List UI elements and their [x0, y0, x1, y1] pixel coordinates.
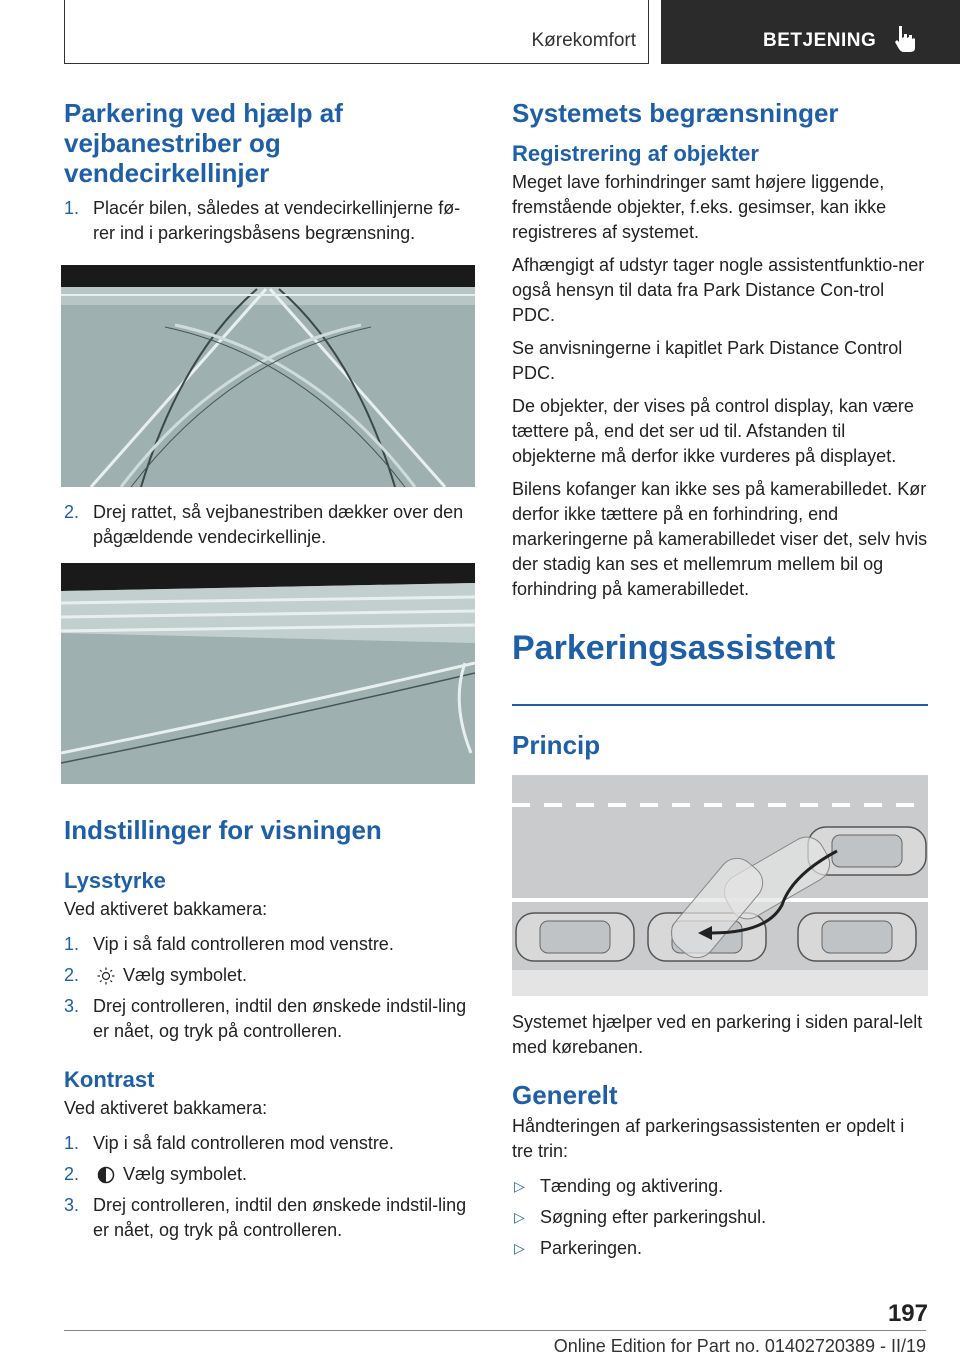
step-text: Drej rattet, så vejbanestriben dækker over den pågældende vendecirkellinje.	[93, 502, 464, 547]
camera-view-graphic	[61, 265, 475, 487]
limits-paragraph: De objekter, der vises på control display, kan være tættere på, end det ser ud til. Afstanden til objekterne må derfor ikke vurderes på displayet.	[512, 396, 914, 466]
step-text: Placér bilen, således at vendecirkellinjerne fø‐rer ind i parkeringsbåsens begrænsning.	[93, 198, 461, 243]
heading-system-limits: Systemets begrænsninger	[512, 98, 839, 128]
list-item	[61, 994, 477, 1044]
heading-parking-lines: Parkering ved hjælp af vejbanestriber og vendecirkellinjer	[64, 98, 343, 188]
camera-image-lane-lines	[61, 563, 475, 784]
left-column-settings	[61, 815, 477, 1243]
triangle-bullet-icon: ▷	[514, 1240, 525, 1256]
parking-steps-list-b	[61, 500, 477, 550]
step-number: 1.	[64, 1133, 80, 1153]
left-column	[61, 98, 477, 246]
right-column-principle	[512, 730, 928, 760]
heading-principle: Princip	[512, 730, 601, 760]
header-chapter-title: BETJENING	[763, 30, 877, 51]
step-text: Vip i så fald controlleren mod venstre.	[93, 1133, 394, 1153]
step-number: 2.	[64, 1164, 80, 1184]
general-intro: Håndteringen af parkeringsassistenten er opdelt i tre trin:	[512, 1116, 905, 1161]
camera-image-turning-lines	[61, 265, 475, 487]
list-item	[512, 1205, 928, 1230]
step-text: Vælg symbolet.	[123, 965, 248, 985]
brightness-steps-list	[61, 932, 477, 1044]
list-item	[61, 963, 477, 988]
brightness-sun-icon	[97, 967, 115, 985]
general-bullets	[512, 1174, 928, 1261]
limits-paragraph: Meget lave forhindringer samt højere liggende, fremstående objekter, f.eks. gesimser, kan ikke registreres af systemet.	[512, 172, 887, 242]
brightness-intro: Ved aktiveret bakkamera:	[64, 899, 268, 919]
footer-rule	[64, 1330, 926, 1331]
principle-text: Systemet hjælper ved en parkering i siden paral‐lelt med kørebanen.	[512, 1012, 923, 1057]
camera-view-graphic-2	[61, 563, 475, 784]
limits-paragraph: Se anvisningerne i kapitlet Park Distance Control PDC.	[512, 338, 903, 383]
step-text: Vælg symbolet.	[123, 1164, 248, 1184]
step-number: 2.	[64, 502, 80, 522]
left-column-step2	[61, 500, 477, 550]
header-section-title: Kørekomfort	[531, 30, 636, 51]
heading-brightness: Lysstyrke	[64, 868, 166, 893]
contrast-half-circle-icon	[97, 1166, 115, 1184]
heading-contrast: Kontrast	[64, 1067, 155, 1092]
step-number: 1.	[64, 198, 80, 218]
list-item	[512, 1236, 928, 1261]
header-chapter-box	[661, 0, 960, 64]
list-item	[61, 1162, 477, 1187]
list-item	[61, 500, 477, 550]
step-number: 3.	[64, 996, 80, 1016]
step-number: 2.	[64, 965, 80, 985]
parallel-parking-graphic	[512, 775, 928, 996]
step-text: Drej controlleren, indtil den ønskede indstil‐ling er nået, og tryk på controlleren.	[93, 996, 467, 1041]
list-item	[61, 1193, 477, 1243]
heading-parking-assistant: Parkeringsassistent	[512, 629, 836, 667]
list-item	[61, 196, 477, 246]
parking-steps-list-a	[61, 196, 477, 246]
heading-general: Generelt	[512, 1080, 618, 1110]
bullet-text: Søgning efter parkeringshul.	[540, 1207, 767, 1227]
list-item	[61, 1131, 477, 1156]
limits-paragraph: Bilens kofanger kan ikke ses på kamerabilledet. Kør derfor ikke tættere på en forhindring, end markeringerne på kamerabilledet viser det, selv hvis der stadig kan ses et mellemrum mellem bil og forhindring på kamerabilledet.	[512, 479, 928, 599]
bullet-text: Parkeringen.	[540, 1238, 643, 1258]
footer-edition: Online Edition for Part no. 01402720389 - II/19	[553, 1336, 926, 1356]
bullet-text: Tænding og aktivering.	[540, 1176, 724, 1196]
step-number: 1.	[64, 934, 80, 954]
section-rule	[512, 704, 928, 706]
page-number: 197	[887, 1300, 928, 1327]
step-text: Drej controlleren, indtil den ønskede indstil‐ling er nået, og tryk på controlleren.	[93, 1195, 467, 1240]
right-column-general	[512, 1010, 928, 1261]
step-text: Vip i så fald controlleren mod venstre.	[93, 934, 394, 954]
contrast-steps-list	[61, 1131, 477, 1243]
list-item	[61, 932, 477, 957]
triangle-bullet-icon: ▷	[514, 1178, 525, 1194]
heading-display-settings: Indstillinger for visningen	[64, 815, 382, 845]
list-item	[512, 1174, 928, 1199]
parking-principle-illustration	[512, 775, 928, 996]
step-number: 3.	[64, 1195, 80, 1215]
triangle-bullet-icon: ▷	[514, 1209, 525, 1225]
heading-object-detection: Registrering af objekter	[512, 141, 759, 166]
contrast-intro: Ved aktiveret bakkamera:	[64, 1098, 268, 1118]
limits-paragraph: Afhængigt af udstyr tager nogle assistentfunktio‐ner også hensyn til data fra Park Distance Con‐trol PDC.	[512, 255, 925, 325]
pointing-hand-icon	[893, 24, 919, 54]
right-column	[512, 98, 928, 668]
